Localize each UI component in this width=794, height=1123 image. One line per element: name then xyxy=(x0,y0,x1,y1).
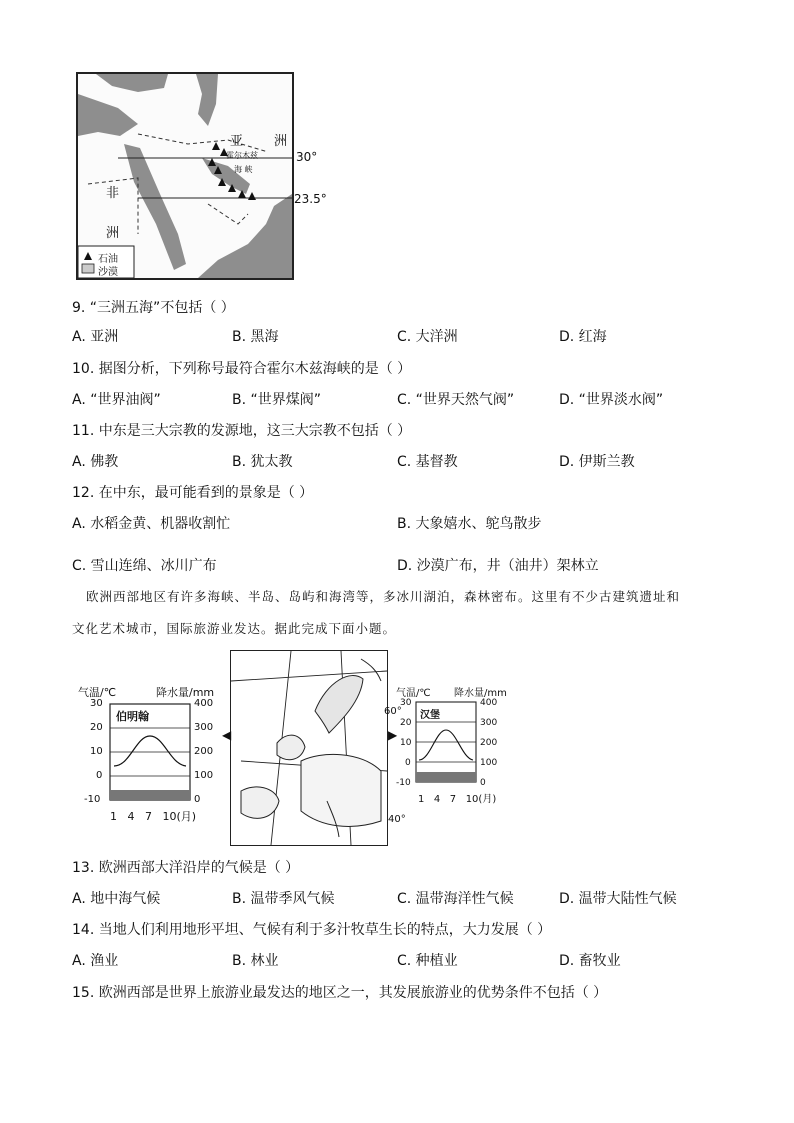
middle-east-map-drawing xyxy=(78,74,292,278)
legend-desert-label: 沙漠 xyxy=(98,267,118,278)
q13-option-b[interactable]: B. 温带季风气候 xyxy=(232,891,335,907)
q13-option-a[interactable]: A. 地中海气候 xyxy=(72,891,161,907)
legend-oil-label: 石油 xyxy=(98,254,118,265)
map-latitude-60: 60° xyxy=(384,706,402,717)
question-13-stem: 13. 欧洲西部大洋沿岸的气候是（ ） xyxy=(72,860,300,876)
right-temp-tick-20: 20 xyxy=(400,718,412,728)
q11-option-b[interactable]: B. 犹太教 xyxy=(232,454,293,470)
q14-option-c[interactable]: C. 种植业 xyxy=(397,953,458,969)
right-precip-axis-label: 降水量/mm xyxy=(454,688,507,699)
q12-option-a[interactable]: A. 水稻金黄、机器收割忙 xyxy=(72,516,231,532)
legend-desert-icon xyxy=(82,264,94,273)
q10-option-d[interactable]: D. “世界淡水阀” xyxy=(559,392,664,408)
right-month-ticks: 1 4 7 10(月) xyxy=(418,794,497,805)
right-precip-tick-0: 0 xyxy=(480,778,486,788)
label-asia: 亚 xyxy=(230,134,244,149)
question-11-stem: 11. 中东是三大宗教的发源地，这三大宗教不包括（ ） xyxy=(72,423,412,439)
left-temp-axis-label: 气温/℃ xyxy=(78,686,117,699)
climate-chart-birmingham xyxy=(74,684,236,824)
europe-map-drawing xyxy=(231,651,387,845)
left-temp-tick-30: 30 xyxy=(90,698,103,709)
left-city-label: 伯明翰 xyxy=(116,710,149,723)
q10-option-a[interactable]: A. “世界油阀” xyxy=(72,392,161,408)
label-africa: 非 xyxy=(106,186,120,201)
question-10-stem: 10. 据图分析，下列称号最符合霍尔木兹海峡的是（ ） xyxy=(72,361,412,377)
q9-option-d[interactable]: D. 红海 xyxy=(559,329,607,345)
latitude-30: 30° xyxy=(296,150,318,164)
q11-option-d[interactable]: D. 伊斯兰教 xyxy=(559,454,635,470)
map-longitude-40: 40° xyxy=(388,814,406,825)
left-precip-tick-0: 0 xyxy=(194,794,201,805)
right-temp-tick-0: 0 xyxy=(405,758,411,768)
question-14-stem: 14. 当地人们利用地形平坦、气候有利于多汁牧草生长的特点，大力发展（ ） xyxy=(72,922,552,938)
left-precip-axis-label: 降水量/mm xyxy=(156,686,215,699)
q12-option-c[interactable]: C. 雪山连绵、冰川广布 xyxy=(72,558,217,574)
left-month-ticks: 1 4 7 10(月) xyxy=(110,810,197,823)
right-precip-tick-300: 300 xyxy=(480,718,498,728)
arrow-left-pointer: ◀ xyxy=(222,728,232,742)
right-temp-tick-minus10: -10 xyxy=(396,778,411,788)
right-temp-tick-30: 30 xyxy=(400,698,412,708)
q9-option-c[interactable]: C. 大洋洲 xyxy=(397,329,458,345)
right-precip-tick-200: 200 xyxy=(480,738,498,748)
q11-option-c[interactable]: C. 基督教 xyxy=(397,454,458,470)
left-precip-tick-100: 100 xyxy=(194,770,214,781)
left-precip-tick-400: 400 xyxy=(194,698,214,709)
left-temp-tick-10: 10 xyxy=(90,746,103,757)
question-15-stem: 15. 欧洲西部是世界上旅游业最发达的地区之一，其发展旅游业的优势条件不包括（ ） xyxy=(72,985,608,1001)
label-strait: 海 峡 xyxy=(234,165,253,174)
q14-option-d[interactable]: D. 畜牧业 xyxy=(559,953,621,969)
label-africa-2: 洲 xyxy=(106,226,120,241)
right-city-label: 汉堡 xyxy=(420,710,440,721)
label-hormuz: 霍尔木兹 xyxy=(226,151,258,160)
label-asia-2: 洲 xyxy=(274,134,288,149)
q14-option-a[interactable]: A. 渔业 xyxy=(72,953,119,969)
right-precip-tick-400: 400 xyxy=(480,698,498,708)
q12-option-b[interactable]: B. 大象嬉水、鸵鸟散步 xyxy=(397,516,542,532)
q11-option-a[interactable]: A. 佛教 xyxy=(72,454,119,470)
right-temp-axis-label: 气温/℃ xyxy=(396,688,431,699)
left-temp-tick-20: 20 xyxy=(90,722,103,733)
q12-option-d[interactable]: D. 沙漠广布，井（油井）架林立 xyxy=(397,558,599,574)
right-precip-tick-100: 100 xyxy=(480,758,498,768)
q14-option-b[interactable]: B. 林业 xyxy=(232,953,279,969)
q10-option-c[interactable]: C. “世界天然气阀” xyxy=(397,392,515,408)
arrow-right-pointer: ▶ xyxy=(388,728,398,742)
q9-option-a[interactable]: A. 亚洲 xyxy=(72,329,119,345)
europe-map xyxy=(230,650,388,846)
middle-east-map xyxy=(76,72,294,280)
right-temp-tick-10: 10 xyxy=(400,738,412,748)
question-9-stem: 9. “三洲五海”不包括（ ） xyxy=(72,300,235,316)
passage-line-1: 欧洲西部地区有许多海峡、半岛、岛屿和海湾等，多冰川湖泊，森林密布。这里有不少古建筑遗址和 xyxy=(86,589,681,604)
latitude-23-5: 23.5° xyxy=(294,192,327,206)
question-12-stem: 12. 在中东，最可能看到的景象是（ ） xyxy=(72,485,314,501)
left-precip-tick-300: 300 xyxy=(194,722,214,733)
left-temp-tick-minus10: -10 xyxy=(84,794,101,805)
left-precip-tick-200: 200 xyxy=(194,746,214,757)
q9-option-b[interactable]: B. 黑海 xyxy=(232,329,279,345)
q13-option-c[interactable]: C. 温带海洋性气候 xyxy=(397,891,514,907)
q10-option-b[interactable]: B. “世界煤阀” xyxy=(232,392,322,408)
passage-line-2: 文化艺术城市，国际旅游业发达。据此完成下面小题。 xyxy=(72,621,397,636)
left-temp-tick-0: 0 xyxy=(96,770,103,781)
q13-option-d[interactable]: D. 温带大陆性气候 xyxy=(559,891,677,907)
